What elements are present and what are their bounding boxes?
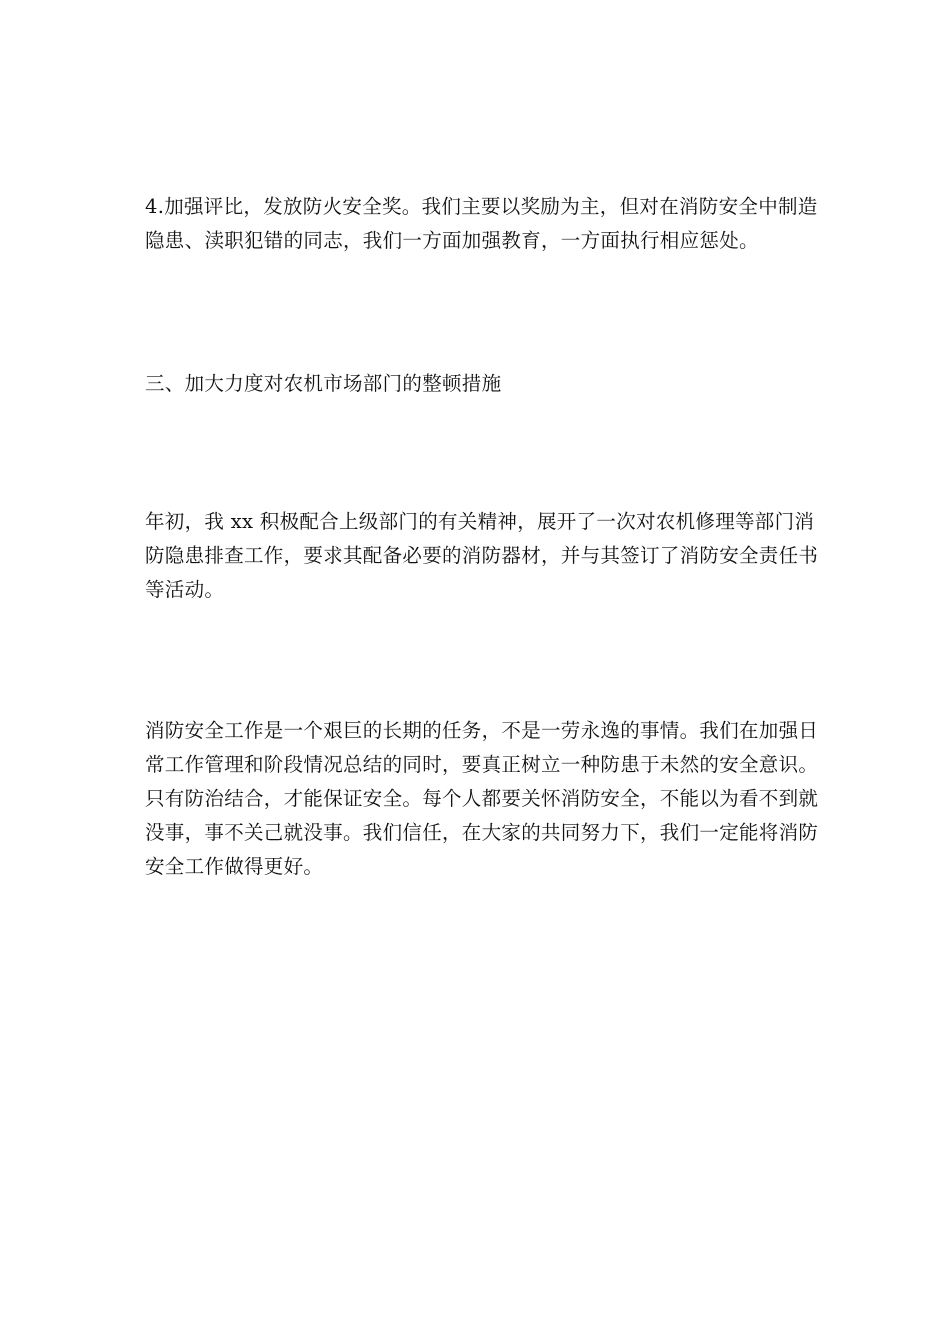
paragraph-line: 4.加强评比，发放防火安全奖。我们主要以奖励为主，但对在消防安全中制造 bbox=[145, 195, 818, 218]
paragraph-line: 防隐患排查工作，要求其配备必要的消防器材，并与其签订了消防安全责任书 bbox=[145, 544, 819, 567]
paragraph-line: 安全工作做得更好。 bbox=[145, 855, 324, 878]
paragraph-conclusion bbox=[145, 714, 819, 884]
section-heading-text: 三、加大力度对农机市场部门的整顿措施 bbox=[145, 372, 502, 395]
paragraph-line: 没事，事不关己就没事。我们信任，在大家的共同努力下，我们一定能将消防 bbox=[145, 821, 819, 844]
paragraph-inspection bbox=[145, 505, 819, 607]
paragraph-line: 隐患、渎职犯错的同志，我们一方面加强教育，一方面执行相应惩处。 bbox=[145, 229, 759, 252]
paragraph-line: 只有防治结合，才能保证安全。每个人都要关怀消防安全，不能以为看不到就 bbox=[145, 787, 819, 810]
paragraph-line: 等活动。 bbox=[145, 578, 225, 601]
section-heading bbox=[145, 367, 813, 401]
paragraph-line: 消防安全工作是一个艰巨的长期的任务，不是一劳永逸的事情。我们在加强日 bbox=[145, 719, 819, 742]
paragraph-fire-safety-award bbox=[145, 190, 818, 258]
paragraph-line: 常工作管理和阶段情况总结的同时，要真正树立一种防患于未然的安全意识。 bbox=[145, 753, 819, 776]
paragraph-line: 年初，我 xx 积极配合上级部门的有关精神，展开了一次对农机修理等部门消 bbox=[145, 510, 815, 533]
